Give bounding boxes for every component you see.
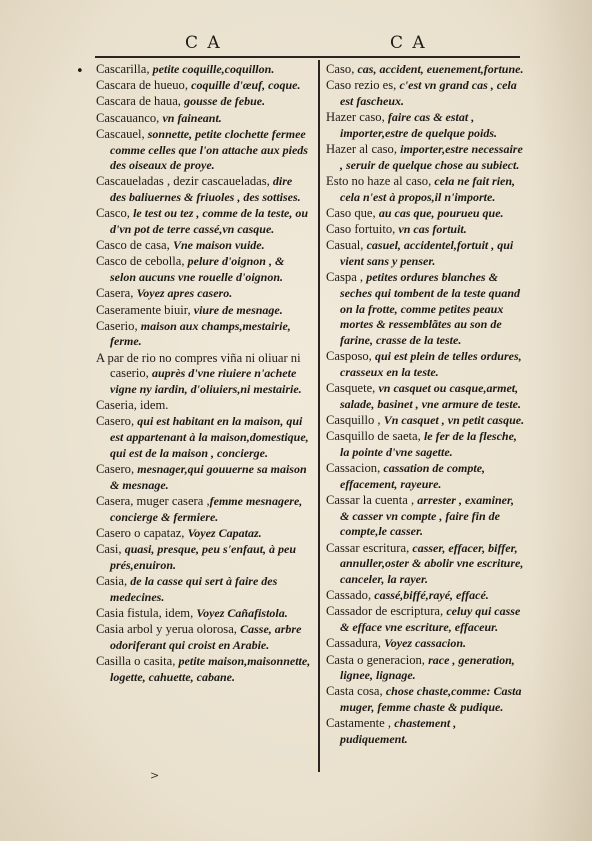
dictionary-entry [326, 588, 526, 604]
entry-headword: Hazer al caso, [326, 142, 401, 157]
entry-headword: Casta cosa, [326, 684, 386, 699]
entry-definition: petite coquille,coquillon. [152, 62, 275, 76]
entry-definition: casuel, accidentel,fortuit , qui vient sans y penser. [340, 238, 514, 268]
entry-definition: qui est plein de telles ordures, crasseux en la teste. [340, 349, 522, 379]
entry-definition: faire cas & estat , importer,estre de quelque poids. [340, 110, 497, 140]
entry-headword: Casquillo de saeta, [326, 429, 424, 444]
entry-headword: Caserio, [96, 318, 141, 333]
entry-headword: A par de rio no compres viña ni oliuar ni caserio, [96, 350, 301, 381]
entry-headword: Casposo, [326, 349, 375, 364]
entry-definition: auprès d'vne riuiere n'achete vigne ny iardin, d'oliuiers,ni mestairie. [110, 366, 302, 397]
entry-definition: de la casse qui sert à faire des medecines. [110, 574, 278, 604]
entry-headword: Casero o capataz, [96, 525, 188, 540]
dictionary-entry [96, 462, 311, 493]
entry-definition: petite maison,maisonnette, logette, cahuette, cabane. [110, 654, 311, 684]
right-column [326, 62, 526, 748]
running-header [95, 33, 515, 53]
entry-definition: importer,estre necessaire , seruir de quelque chose au subiect. [340, 142, 523, 172]
entry-headword: Casero, [96, 414, 138, 429]
dictionary-entry [326, 78, 526, 109]
entry-definition: pelure d'oignon , & selon aucuns vne rouelle d'oignon. [110, 254, 285, 285]
dictionary-entry [96, 111, 311, 127]
entry-definition: femme mesnagere, concierge & fermiere. [110, 493, 303, 524]
entry-definition: petites ordures blanches & seches qui tombent de la teste quand on la frotte, comme petites peaux mortes & ressemblãtes au son de farine, crasse de la teste. [340, 270, 520, 347]
dictionary-entry [326, 349, 526, 380]
entry-headword: Casia arbol y yerua olorosa, [96, 622, 241, 637]
entry-headword: Cassador de escriptura, [326, 604, 447, 619]
entry-definition: le test ou tez , comme de la teste, ou d'vn pot de terre cassé,vn casque. [110, 206, 309, 237]
entry-definition: casser, effacer, biffer, annuller,oster & abolir vne escriture, canceler, la rayer. [340, 540, 524, 586]
page-edge-shadow [532, 0, 592, 841]
dictionary-entry [326, 716, 526, 747]
entry-definition: viure de mesnage. [193, 302, 283, 317]
entry-headword: Cascaueladas , dezir cascaueladas, [96, 174, 273, 189]
dictionary-entry [96, 254, 311, 285]
dictionary-entry [96, 174, 311, 205]
entry-headword: Cassar escritura, [326, 540, 413, 555]
dictionary-entry [96, 398, 311, 414]
dictionary-entry [326, 604, 526, 635]
entry-definition: Vne maison vuide. [172, 238, 265, 253]
entry-headword: Cassacion, [326, 461, 384, 476]
dictionary-entry [96, 78, 311, 94]
entry-definition: Casse, arbre odoriferant qui croist en Arabie. [110, 622, 302, 652]
entry-headword: Cascarilla, [96, 62, 153, 76]
dictionary-entry [326, 429, 526, 460]
entry-definition: cas, accident, euenement,fortune. [357, 62, 524, 76]
entry-headword: Caso rezio es, [326, 78, 400, 93]
entry-definition: coquille d'œuf, coque. [191, 78, 301, 93]
entry-headword: Cascara de haua, [96, 94, 185, 109]
dictionary-entry [326, 684, 526, 715]
entry-definition: arrester , examiner, & casser vn compte , faire fin de compte,le casser. [340, 492, 514, 539]
entry-definition: cela ne fait rien, cela n'est à propos,il n'importe. [340, 173, 516, 204]
entry-headword: Cassar la cuenta , [326, 492, 418, 507]
entry-headword: Caso fortuito, [326, 222, 399, 237]
dictionary-entry [96, 319, 311, 350]
entry-definition: Voyez Capataz. [187, 525, 262, 540]
entry-definition: vn casquet ou casque,armet, salade, basinet , vne armure de teste. [340, 381, 521, 411]
dictionary-entry [96, 542, 311, 573]
entry-definition: celuy qui casse & efface vne escriture, effaceur. [340, 604, 521, 635]
entry-headword: Casco, [96, 206, 134, 221]
dictionary-entry [326, 142, 526, 173]
dictionary-entry [326, 238, 526, 269]
entry-headword: Caso que, [326, 205, 379, 220]
column-divider [318, 60, 320, 772]
entry-headword: Caspa , [326, 270, 367, 285]
entry-headword: Casquete, [326, 381, 379, 396]
entry-headword: Casi, [96, 542, 125, 557]
entry-headword: Casia, [96, 574, 131, 588]
entry-definition: mesnager,qui gouuerne sa maison & mesnage. [110, 462, 307, 492]
dictionary-entry [96, 94, 311, 110]
entry-headword: Casta o generacion, [326, 652, 429, 667]
entry-definition: cassé,biffé,rayé, effacé. [374, 588, 489, 603]
entry-headword: Casera, muger casera , [96, 493, 210, 508]
dictionary-entry [96, 414, 311, 461]
entry-definition: dire des baliuernes & friuoles , des sottises. [110, 174, 301, 205]
entry-definition: le fer de la flesche, la pointe d'vne sagette. [340, 429, 517, 459]
entry-headword: Hazer caso, [326, 110, 388, 125]
dictionary-entry [96, 206, 311, 237]
entry-headword: Casco de cebolla, [96, 254, 188, 269]
entry-headword: Casilla o casita, [96, 654, 179, 669]
entry-definition: chastement , pudiquement. [340, 716, 457, 747]
entry-definition: sonnette, petite clochette fermee comme celles que l'on attache aux pieds des oiseaux de proye. [110, 126, 308, 173]
dictionary-entry [96, 606, 311, 622]
dictionary-entry [96, 238, 311, 254]
dictionary-entry [96, 654, 311, 685]
entry-definition: vn faineant. [162, 110, 222, 125]
dictionary-entry [96, 622, 311, 653]
dictionary-entry [326, 222, 526, 238]
entry-definition: au cas que, pourueu que. [378, 205, 504, 220]
entry-headword: Casera, [96, 286, 137, 301]
entry-definition: vn cas fortuit. [398, 222, 467, 237]
dictionary-entry [96, 286, 311, 302]
entry-headword: Caso, [326, 62, 358, 76]
entry-headword: Casco de casa, [96, 238, 173, 253]
left-column [96, 62, 311, 686]
entry-headword: Castamente , [326, 716, 395, 731]
header-left: C A [185, 33, 222, 53]
entry-headword: Esto no haze al caso, [326, 173, 435, 188]
entry-definition: c'est vn grand cas , cela est fascheux. [340, 78, 517, 108]
entry-headword: Casual, [326, 238, 367, 253]
dictionary-entry [96, 303, 311, 319]
dictionary-entry [326, 653, 526, 684]
entry-definition: Voyez apres casero. [136, 286, 233, 301]
entry-definition: chose chaste,comme: Casta muger, femme chaste & pudique. [340, 684, 522, 715]
entry-definition: Voyez cassacion. [384, 636, 467, 651]
entry-definition: cassation de compte, effacement, rayeure. [340, 461, 486, 491]
entry-definition: race , generation, lignee, lignage. [340, 652, 515, 683]
dictionary-entry [326, 493, 526, 540]
dictionary-entry [326, 636, 526, 652]
margin-mark: • [76, 64, 84, 79]
dictionary-entry [326, 541, 526, 588]
dictionary-entry [96, 351, 311, 398]
entry-headword: Cascauanco, [96, 110, 163, 125]
entry-headword: Casquillo , [326, 412, 384, 427]
entry-headword: Caseria, idem. [96, 398, 169, 413]
entry-definition: maison aux champs,mestairie, ferme. [110, 318, 291, 349]
dictionary-entry [326, 413, 526, 429]
dictionary-entry [96, 127, 311, 174]
entry-headword: Cassadura, [326, 636, 385, 651]
entry-headword: Cascara de hueuo, [96, 78, 192, 93]
entry-definition: qui est habitant en la maison, qui est appartenant à la maison,domestique, qui est de la maison , concierge. [110, 414, 309, 460]
entry-headword: Caseramente biuir, [96, 302, 194, 317]
entry-definition: Vn casquet , vn petit casque. [383, 412, 525, 427]
header-rule [95, 56, 520, 58]
entry-headword: Casia fistula, idem, [96, 605, 197, 620]
dictionary-entry [326, 206, 526, 222]
dictionary-entry [326, 461, 526, 492]
dictionary-entry [326, 110, 526, 141]
dictionary-entry [326, 62, 526, 78]
catch-mark: > [150, 769, 160, 782]
dictionary-entry [326, 174, 526, 205]
dictionary-entry [326, 381, 526, 412]
entry-headword: Cassado, [326, 588, 375, 603]
entry-headword: Cascauel, [96, 126, 148, 141]
entry-definition: gousse de febue. [184, 94, 266, 109]
dictionary-entry [326, 270, 526, 349]
entry-headword: Casero, [96, 462, 138, 477]
dictionary-entry [96, 526, 311, 542]
dictionary-entry [96, 62, 311, 78]
entry-definition: quasi, presque, peu s'enfaut, à peu prés,enuiron. [110, 542, 297, 572]
dictionary-entry [96, 574, 311, 605]
header-right: C A [390, 33, 427, 53]
dictionary-entry [96, 494, 311, 525]
entry-definition: Voyez Cañafistola. [196, 605, 288, 620]
